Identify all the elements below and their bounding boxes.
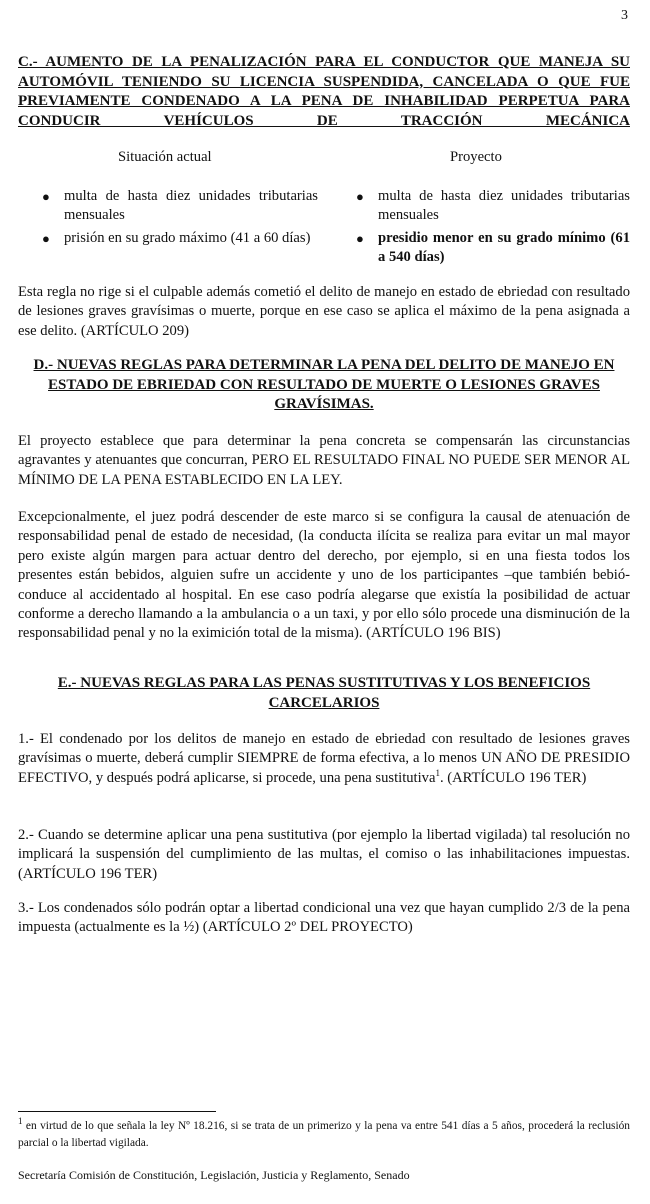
footnote-separator [18,1111,216,1112]
list-item: ● presidio menor en su grado mínimo (61 a 540 días) [356,229,630,266]
current-situation-title: Situación actual [118,149,212,165]
section-c-heading: C.- AUMENTO DE LA PENALIZACIÓN PARA EL CONDUCTOR QUE MANEJA SU AUTOMÓVIL TENIENDO SU LICENCIA SUSPENDIDA, CANCELADA O QUE FUE PREVIAMENTE CONDENADO A LA PENA DE INHABILIDAD PERPETUA PARA CONDUCIR VEHÍCULOS DE TRACCIÓN MECÁNICA [18,54,630,129]
page-footer: Secretaría Comisión de Constitución, Legislación, Justicia y Reglamento, Senado [18,1168,410,1182]
section-e-item-3: 3.- Los condenados sólo podrán optar a libertad condicional una vez que hayan cumplido 2/3 de la pena impuesta (actualmente es la ½) (ARTÍCULO 2º DEL PROYECTO) [18,900,630,936]
section-e-item-1: 1.- El condenado por los delitos de manejo en estado de ebriedad con resultado de lesiones graves gravísimas o muerte, deberá cumplir SIEMPRE de forma efectiva, a lo menos UN AÑO DE PRESIDIO EFECTIVO, y después podrá aplicarse, si procede, una pena sustitutiva$^1$. (ARTÍCULO 196 TER) [18,731,630,786]
list-item: ● prisión en su grado máximo (41 a 60 días) [36,229,318,248]
list-item: ● multa de hasta diez unidades tributarias mensuales [356,188,630,224]
bullet-icon: ● [356,230,364,246]
section-d-paragraph-1: El proyecto establece que para determinar la pena concreta se compensarán las circunstancias agravantes y atenuantes que concurran, PERO EL RESULTADO FINAL NO PUEDE SER MENOR AL MÍNIMO DE LA PENA ESTABLECIDO EN LA LEY. [18,433,630,488]
footnote: $^1$ en virtud de lo que señala la ley Nº 18.216, si se trata de un primerizo y la pena va entre 541 días a 5 años, procederá la reclusión parcial o la libertad vigilada. [18,1116,630,1149]
bullet-icon: ● [42,189,50,204]
project-title: Proyecto [450,149,502,165]
list-item: ● multa de hasta diez unidades tributarias mensuales [42,188,318,224]
current-situation-list [36,187,318,251]
section-d-heading: D.- NUEVAS REGLAS PARA DETERMINAR LA PENA DEL DELITO DE MANEJO EN ESTADO DE EBRIEDAD CON RESULTADO DE MUERTE O LESIONES GRAVES GRAVÍSIMAS. [33,357,615,412]
footnote-marker: 1 [18,1116,23,1127]
page-number: 3 [621,8,628,23]
section-c-paragraph: Esta regla no rige si el culpable además cometió el delito de manejo en estado de ebriedad con resultado de lesiones graves gravísimas o muerte, porque en ese caso se aplica el máximo de la pena asignada a ese delito. (ARTÍCULO 209) [18,284,630,339]
bullet-icon: ● [42,230,50,246]
section-e-heading: E.- NUEVAS REGLAS PARA LAS PENAS SUSTITUTIVAS Y LOS BENEFICIOS CARCELARIOS [57,675,591,711]
section-d-paragraph-2: Excepcionalmente, el juez podrá descender de este marco si se configura la causal de atenuación de responsabilidad penal de estado de necesidad, (la conducta ilícita se realiza para evitar un mal mayor pero existe algún margen para actuar dentro del derecho, por ejemplo, si en una fiesta todos los presentes están bebidos, alguien sufre un accidente y uno de los participantes –que también bebió- conduce al accidentado al hospital. En ese caso podría alegarse que existía la posibilidad de actuar conforme a derecho llamando a la ambulancia o a un taxi, y por ello sólo procede una disminución de la responsabilidad penal y no la eximición total de la misma). (ARTÍCULO 196 BIS) [18,509,630,642]
section-e-item-2: 2.- Cuando se determine aplicar una pena sustitutiva (por ejemplo la libertad vigilada) tal resolución no implicará la suspensión del cumplimiento de las multas, el comiso o las inhabilitaciones impuestas. (ARTÍCULO 196 TER) [18,827,630,882]
footnote-reference[interactable]: 1 [435,767,440,778]
bullet-icon: ● [356,189,364,204]
project-list [350,187,630,271]
